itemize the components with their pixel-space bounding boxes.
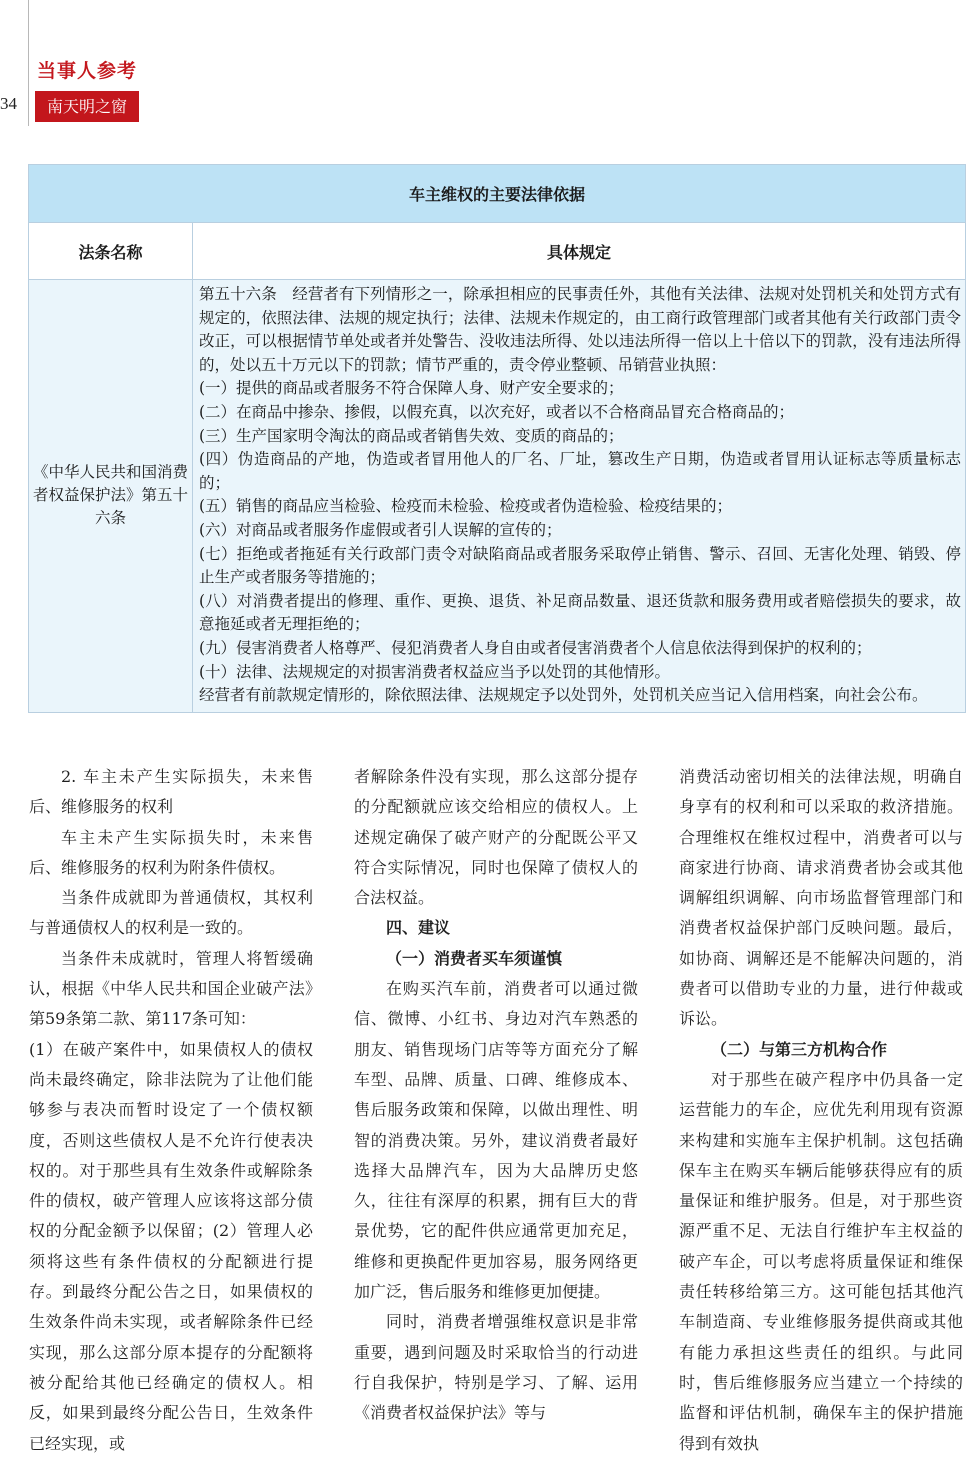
paragraph: 同时，消费者增强维权意识是非常重要，遇到问题及时采取恰当的行动进行自我保护，特别是学习、了解、运用《消费者权益保护法》等与 bbox=[354, 1312, 638, 1423]
article-column-middle bbox=[354, 762, 638, 1429]
provision-item-5: (五）销售的商品应当检验、检疫而未检验、检疫或者伪造检验、检疫结果的； bbox=[199, 497, 733, 516]
heading-buy-carefully: （一）消费者买车须谨慎 bbox=[386, 948, 563, 968]
provisions-cell bbox=[193, 280, 966, 713]
provision-item-3: (三）生产国家明令淘汰的商品或者销售失效、变质的商品的； bbox=[199, 426, 624, 445]
column-header-law-name: 法条名称 bbox=[29, 223, 193, 280]
paragraph: 对于那些在破产程序中仍具备一定运营能力的车企，应优先利用现有资源来构建和实施车主保护机制。这包括确保车主在购买车辆后能够获得应有的质量保证和维护服务。但是，对于那些资源严重不足、无法自行维护车主权益的破产车企，可以考虑将质量保证和维保责任转移给第三方。这可能包括其他汽车制造商、专业维修服务提供商或其他有能力承担这些责任的组织。与此同时，售后维修服务应当建立一个持续的监督和评估机制，确保车主的保护措施得到有效执 bbox=[679, 1069, 963, 1453]
provision-item-1: (一）提供的商品或者服务不符合保障人身、财产安全要求的； bbox=[199, 379, 624, 398]
paragraph-continued: 者解除条件没有实现，那么这部分提存的分配额就应该交给相应的债权人。上述规定确保了破产财产的分配既公平又符合实际情况，同时也保障了债权人的合法权益。 bbox=[354, 767, 638, 908]
law-name-cell: 《中华人民共和国消费者权益保护法》第五十六条 bbox=[29, 280, 193, 713]
provision-item-6: (六）对商品或者服务作虚假或者引人误解的宣传的； bbox=[199, 520, 562, 539]
provision-item-2: (二）在商品中掺杂、掺假，以假充真，以次充好，或者以不合格商品冒充合格商品的； bbox=[199, 402, 795, 421]
provision-item-10: (十）法律、法规规定的对损害消费者权益应当予以处罚的其他情形。 bbox=[199, 662, 671, 681]
paragraph-continued: 消费活动密切相关的法律法规，明确自身享有的权利和可以采取的救济措施。合理维权在维权过程中，消费者可以与商家进行协商、请求消费者协会或其他调解组织调解、向市场监督管理部门和消费者权益保护部门反映问题。最后，如协商、调解还是不能解决问题的，消费者可以借助专业的力量，进行仲裁或诉讼。 bbox=[679, 767, 963, 1029]
provision-item-4: (四）伪造商品的产地，伪造或者冒用他人的厂名、厂址，篡改生产日期，伪造或者冒用认证标志等质量标志的； bbox=[199, 450, 962, 492]
section-title: 当事人参考 bbox=[37, 60, 138, 82]
paragraph: 当条件成就即为普通债权，其权利与普通债权人的权利是一致的。 bbox=[29, 888, 313, 938]
paragraph: 在购买汽车前，消费者可以通过微信、微博、小红书、身边对汽车熟悉的朋友、销售现场门店等等方面充分了解车型、品牌、质量、口碑、维修成本、售后服务政策和保障，以做出理性、明智的消费决策。另外，建议消费者最好选择大品牌汽车，因为大品牌历史悠久，往往有深厚的积累，拥有巨大的背景优势，它的配件供应通常更加充足，维修和更换配件更加容易，服务网络更加广泛，售后服务和维修更加便捷。 bbox=[354, 979, 638, 1302]
paragraph: (1）在破产案件中，如果债权人的债权尚未最终确定，除非法院为了让他们能够参与表决而暂时设定了一个债权额度，否则这些债权人是不允许行使表决权的。对于那些具有生效条件或解除条件的债权，破产管理人应该将这部分债权的分配金额予以保留；(2）管理人必须将这些有条件债权的分配额进行提存。到最终分配公告之日，如果债权的生效条件尚未实现，或者解除条件已经实现，那么这部分原本提存的分配额将被分配给其他已经确定的债权人。相反，如果到最终分配公告日，生效条件已经实现，或 bbox=[29, 1039, 313, 1453]
provision-item-7: (七）拒绝或者拖延有关行政部门责令对缺陷商品或者服务采取停止销售、警示、召回、无害化处理、销毁、停止生产或者服务等措施的； bbox=[199, 544, 962, 587]
provision-closing: 经营者有前款规定情形的，除依照法律、法规规定予以处罚外，处罚机关应当记入信用档案，向社会公布。 bbox=[199, 686, 928, 705]
law-basis-table bbox=[28, 164, 966, 713]
provision-item-9: (九）侵害消费者人格尊严、侵犯消费者人身自由或者侵害消费者个人信息依法得到保护的权利的； bbox=[199, 638, 872, 657]
provision-preamble: 第五十六条 经营者有下列情形之一，除承担相应的民事责任外，其他有关法律、法规对处罚机关和处罚方式有规定的，依照法律、法规的规定执行；法律、法规未作规定的，由工商行政管理部门或者其他有关行政部门责令改正，可以根据情节单处或者并处警告、没收违法所得、处以违法所得一倍以上十倍以下的罚款，没有违法所得的，处以五十万元以下的罚款；情节严重的，责令停业整顿、吊销营业执照： bbox=[199, 285, 962, 374]
article-column-left bbox=[29, 762, 313, 1459]
column-tag: 南天明之窗 bbox=[35, 91, 139, 122]
paragraph: 当条件未成就时，管理人将暂缓确认，根据《中华人民共和国企业破产法》第59条第二款、第117条可知： bbox=[29, 948, 313, 1029]
heading-third-party: （二）与第三方机构合作 bbox=[711, 1039, 888, 1059]
heading-suggestions: 四、建议 bbox=[386, 918, 451, 938]
header-divider-line bbox=[28, 0, 29, 126]
table-row bbox=[29, 280, 966, 713]
table-caption: 车主维权的主要法律依据 bbox=[29, 165, 966, 223]
article-column-right bbox=[679, 762, 963, 1459]
paragraph: 车主未产生实际损失时，未来售后、维修服务的权利为附条件债权。 bbox=[29, 827, 313, 877]
provision-item-8: (八）对消费者提出的修理、重作、更换、退货、补足商品数量、退还货款和服务费用或者赔偿损失的要求，故意拖延或者无理拒绝的； bbox=[199, 591, 962, 634]
page-number: 34 bbox=[0, 94, 17, 113]
column-header-provisions: 具体规定 bbox=[193, 223, 966, 280]
subheading-car-owner-rights: 2. 车主未产生实际损失，未来售后、维修服务的权利 bbox=[29, 767, 313, 817]
